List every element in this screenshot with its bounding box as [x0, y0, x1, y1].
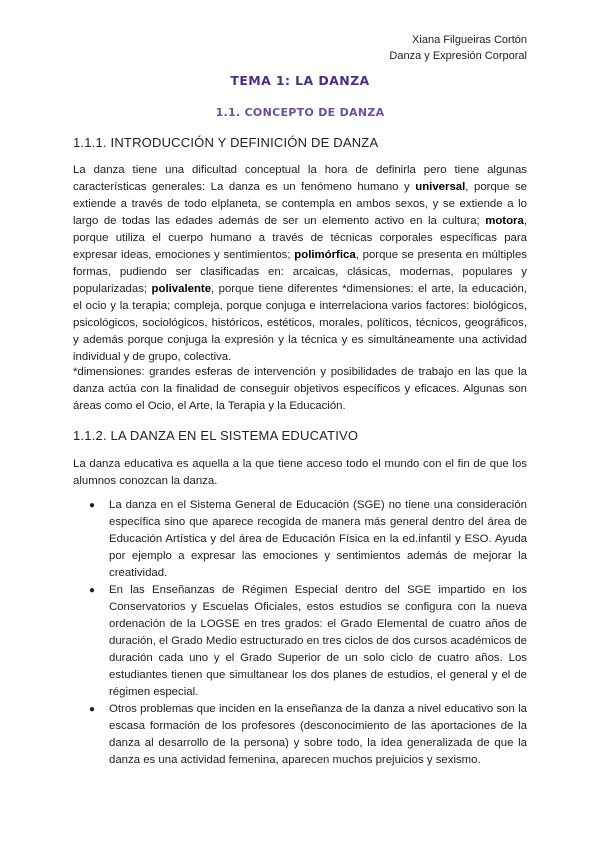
page-header — [389, 32, 527, 64]
section-heading-introduccion: 1.1.1. INTRODUCCIÓN Y DEFINICIÓN DE DANZA — [73, 135, 379, 150]
text-run: , porque se extiende a través de todo elplaneta, se contempla en ambos sexos, y se extiende a lo largo de todas las edades además de ser un elemento activo en la cultura; — [73, 181, 528, 227]
document-title: TEMA 1: LA DANZA — [230, 73, 370, 88]
bold-term-polimorfica: polimórfica — [294, 249, 356, 261]
bold-term-polivalente: polivalente — [151, 283, 212, 295]
bold-term-motora: motora — [485, 215, 524, 227]
section-title: 1.1. CONCEPTO DE DANZA — [215, 106, 385, 119]
course-name: Danza y Expresión Corporal — [389, 50, 527, 62]
section-heading-sistema-educativo: 1.1.2. LA DANZA EN EL SISTEMA EDUCATIVO — [73, 428, 359, 443]
list-item — [73, 497, 527, 582]
list-item-text: Otros problemas que inciden en la enseñanza de la danza a nivel educativo son la escasa formación de los profesores (desconocimiento de las aportaciones de la danza al desarrollo de la persona) y sobre todo, la idea generalizada de que la danza es una actividad femenina, aparecen muchos prejuicios y sexismo. — [109, 703, 527, 766]
list-item — [73, 701, 527, 769]
paragraph-dimensiones: *dimensiones: grandes esferas de intervención y posibilidades de trabajo en las que la danza actúa con la finalidad de conseguir objetivos específicos y eficaces. Algunas son áreas como el Ocio, el Arte, la Terapia y la Educación. — [73, 366, 527, 412]
bold-term-universal: universal — [415, 181, 466, 193]
author-name: Xiana Filgueiras Cortón — [412, 34, 527, 46]
bullet-dot-icon: ● — [89, 704, 96, 715]
bullet-dot-icon: ● — [89, 500, 96, 511]
text-run: , porque tiene diferentes *dimensiones: el arte, la educación, el ocio y la terapia; compleja, porque conjuga e interrelaciona varios factores: biológicos, psicológicos, sociológicos, históricos, estéticos, morales, políticos, técnicos, geográficos, y además porque conjuga la expresión y la técnica y es simultáneamente una actividad individual y de grupo, colectiva. — [73, 283, 527, 363]
list-item — [73, 582, 527, 701]
bullet-list — [73, 497, 527, 769]
text-run: , porque utiliza el cuerpo humano a través de técnicas corporales específicas para expresar ideas, emociones y sentimientos; — [73, 215, 527, 261]
list-item-text: La danza en el Sistema General de Educación (SGE) no tiene una consideración específica sino que aparece recogida de manera más general dentro del área de Educación Artística y del área de Educación Física en la ed.infantil y ESO. Ayuda por ejemplo a expresar las emociones y sentimientos además de mejorar la creatividad. — [109, 499, 527, 579]
bullet-dot-icon: ● — [89, 585, 96, 596]
text-run: La danza tiene una dificultad conceptual la hora de definirla pero tiene algunas características generales: La danza es un fenómeno humano y — [73, 164, 527, 193]
text-run: , porque se presenta en múltiples formas, pudiendo ser clasificadas en: arcaicas, clásicas, modernas, populares y popularizadas; — [73, 249, 527, 295]
paragraph-danza-educativa: La danza educativa es aquella a la que tiene acceso todo el mundo con el fin de que los alumnos conozcan la danza. — [73, 458, 527, 487]
paragraph-definicion — [73, 162, 527, 366]
list-item-text: En las Enseñanzas de Régimen Especial dentro del SGE impartido en los Conservatorios y Escuelas Oficiales, estos estudios se configura con la nueva ordenación de la LOGSE en tres grados: el Grado Elemental de cuatro años de duración, el Grado Medio estructurado en tres ciclos de dos cursos académicos de duración cada uno y el Grado Superior de un solo ciclo de cuatro años. Los estudiantes tienen que simultanear los dos planes de estudios, el general y el de régimen especial. — [109, 584, 527, 698]
